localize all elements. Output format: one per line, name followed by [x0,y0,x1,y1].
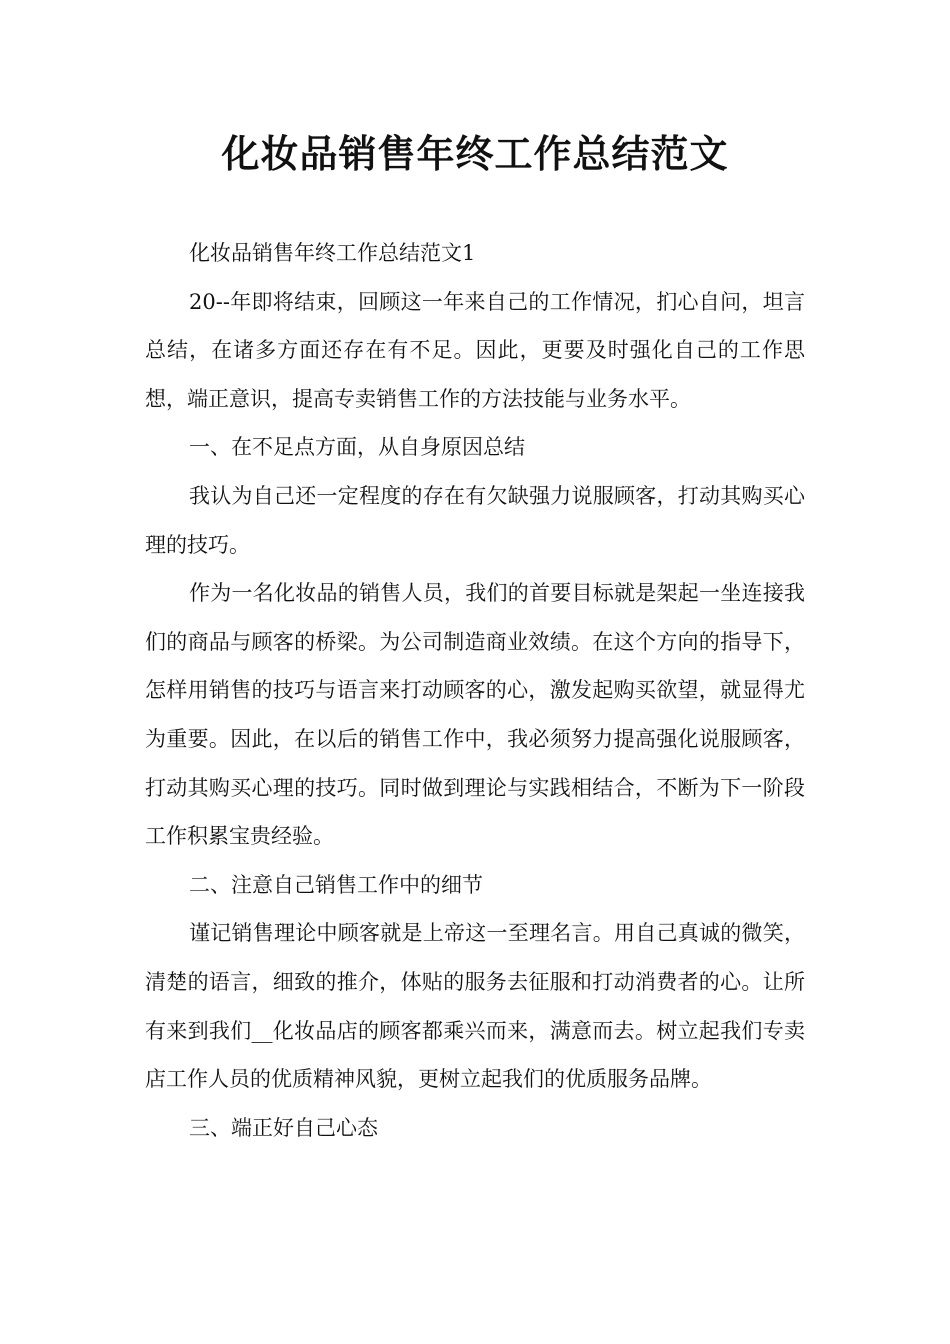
intro-paragraph: 20--年即将结束，回顾这一年来自己的工作情况，扪心自问，坦言总结，在诸多方面还存在有不足。因此，更要及时强化自己的工作思想，端正意识，提高专卖销售工作的方法技能与业务水平。 [145,289,805,411]
section-heading-3: 三、端正好自己心态 [189,1115,378,1140]
body-paragraph: 谨记销售理论中顾客就是上帝这一至理名言。用自己真诚的微笑，清楚的语言，细致的推介，体贴的服务去征服和打动消费者的心。让所有来到我们__化妆品店的顾客都乘兴而来，满意而去。树立起我们专卖店工作人员的优质精神风貌，更树立起我们的优质服务品牌。 [145,921,805,1092]
body-paragraph: 作为一名化妆品的销售人员，我们的首要目标就是架起一坐连接我们的商品与顾客的桥梁。为公司制造商业效绩。在这个方向的指导下，怎样用销售的技巧与语言来打动顾客的心，激发起购买欲望，就显得尤为重要。因此，在以后的销售工作中，我必须努力提高强化说服顾客，打动其购买心理的技巧。同时做到理论与实践相结合，不断为下一阶段工作积累宝贵经验。 [145,581,805,849]
section-heading-1: 一、在不足点方面，从自身原因总结 [189,435,525,460]
body-paragraph: 我认为自己还一定程度的存在有欠缺强力说服顾客，打动其购买心理的技巧。 [145,483,805,557]
subtitle-paragraph: 化妆品销售年终工作总结范文1 [189,241,476,265]
document-title: 化妆品销售年终工作总结范文 [221,132,729,176]
section-heading-2: 二、注意自己销售工作中的细节 [189,872,483,897]
document-body [145,229,805,1152]
